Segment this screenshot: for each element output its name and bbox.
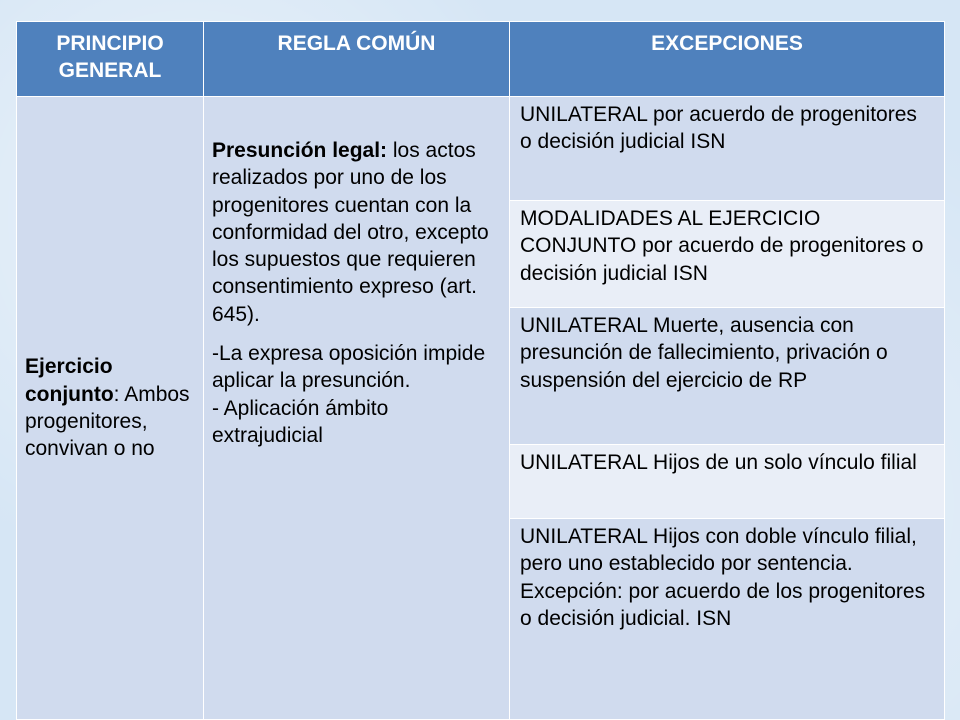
responsabilidad-parental-table [16,21,945,720]
header-row [17,22,945,97]
regla-cell [204,97,510,720]
header-principio-general: PRINCIPIO GENERAL [17,22,204,97]
principio-colon: : [113,382,120,406]
slide-table-container [16,21,944,720]
principio-bold: Ejercicio conjunto [25,355,114,406]
regla-text: los actos realizados por uno de los progenitores cuentan con la conformidad del otro, excepto los supuestos que requieren consentimiento expreso (art. 645). [212,139,489,326]
excepcion-4: UNILATERAL Hijos de un solo vínculo filial [510,445,945,519]
header-regla-comun: REGLA COMÚN [204,22,510,97]
regla-bold: Presunción legal: [212,139,388,162]
regla-paragraph-3: - Aplicación ámbito extrajudicial [212,396,389,447]
excepcion-3: UNILATERAL Muerte, ausencia con presunción de fallecimiento, privación o suspensión del ejercicio de RP [510,308,945,445]
header-excepciones: EXCEPCIONES [510,22,945,97]
excepcion-1: UNILATERAL por acuerdo de progenitores o decisión judicial ISN [510,97,945,201]
regla-paragraph-1 [212,137,501,328]
table-row [17,97,945,201]
excepcion-5-extra: Excepción: por acuerdo de los progenitores o decisión judicial. ISN [520,579,926,630]
excepcion-5: UNILATERAL Hijos con doble vínculo filial, pero uno establecido por sentencia. [520,525,917,576]
regla-paragraph-2: -La expresa oposición impide aplicar la presunción. [212,342,486,393]
principio-cell [17,97,204,720]
principio-text: Ambos progenitores, convivan o no [25,382,190,461]
excepcion-5-cell [510,519,945,720]
excepcion-2: MODALIDADES AL EJERCICIO CONJUNTO por acuerdo de progenitores o decisión judicial ISN [510,201,945,308]
